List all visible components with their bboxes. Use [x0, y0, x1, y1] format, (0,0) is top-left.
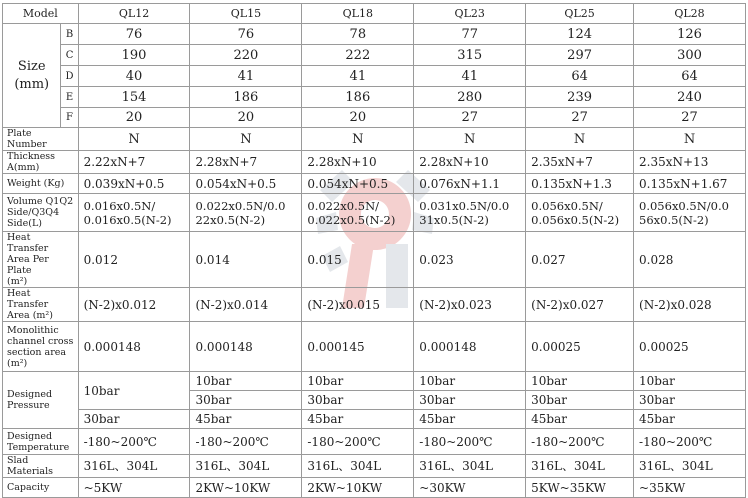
model-col-ql28: QL28: [634, 4, 746, 24]
channel-cell: 0.000148: [190, 322, 302, 372]
row-label: Side/Q3Q4: [7, 207, 60, 218]
heat-area-cell: (N-2)x0.012: [78, 288, 190, 322]
materials-cell: 316L、304L: [78, 455, 190, 478]
pressure-cell: 30bar: [526, 391, 634, 410]
size-cell: 240: [634, 87, 746, 108]
size-cell: 64: [634, 66, 746, 87]
size-cell: 27: [526, 108, 634, 128]
pressure-cell: 10bar: [190, 372, 302, 391]
materials-cell: 316L、304L: [190, 455, 302, 478]
thickness-row: [3, 151, 746, 174]
heat-area-cell: (N-2)x0.028: [634, 288, 746, 322]
row-label: Weight (Kg): [3, 174, 79, 194]
capacity-cell: 2KW~10KW: [190, 478, 302, 498]
row-label: Heat Transfer: [7, 232, 49, 254]
size-key-c: C: [61, 45, 78, 66]
size-cell: 300: [634, 45, 746, 66]
plate-number-cell: N: [190, 128, 302, 151]
size-cell: 41: [190, 66, 302, 87]
weight-cell: 0.039xN+0.5: [78, 174, 190, 194]
row-label: Pressure: [7, 400, 50, 411]
size-cell: 315: [414, 45, 526, 66]
size-label: Size: [17, 58, 46, 74]
materials-cell: 316L、304L: [526, 455, 634, 478]
pressure-cell: 30bar: [78, 410, 190, 429]
size-cell: 190: [78, 45, 190, 66]
size-cell: 20: [190, 108, 302, 128]
size-unit: (mm): [14, 76, 50, 92]
volume-cell: [414, 194, 526, 232]
volume-line: 0.022x0.5(N-2): [307, 212, 396, 227]
size-key-e: E: [61, 87, 78, 108]
size-cell: 124: [526, 24, 634, 45]
channel-label-cell: [3, 322, 79, 372]
channel-cell: 0.00025: [526, 322, 634, 372]
materials-cell: 316L、304L: [414, 455, 526, 478]
size-cell: 154: [78, 87, 190, 108]
row-label: Side(L): [7, 218, 42, 229]
plate-number-row: [3, 128, 746, 151]
volume-label-cell: [3, 194, 79, 232]
pressure-cell: 45bar: [302, 410, 414, 429]
size-cell: 41: [302, 66, 414, 87]
temperature-cell: -180~200℃: [634, 429, 746, 455]
row-label: Capacity: [3, 478, 79, 498]
temperature-cell: -180~200℃: [78, 429, 190, 455]
area-per-plate-label-cell: [3, 232, 79, 288]
plate-number-cell: N: [414, 128, 526, 151]
weight-cell: 0.054xN+0.5: [302, 174, 414, 194]
thickness-cell: 2.22xN+7: [78, 151, 190, 174]
row-label: Temperature: [7, 441, 70, 453]
pressure-cell: 10bar: [302, 372, 414, 391]
materials-row: [3, 455, 746, 478]
volume-line: 0.022x0.5N/0.0: [195, 198, 286, 213]
thickness-cell: 2.28xN+10: [414, 151, 526, 174]
row-label: Designed: [7, 389, 53, 400]
materials-cell: 316L、304L: [634, 455, 746, 478]
heat-area-cell: (N-2)x0.015: [302, 288, 414, 322]
size-cell: 239: [526, 87, 634, 108]
temperature-cell: -180~200℃: [190, 429, 302, 455]
size-cell: 20: [78, 108, 190, 128]
weight-row: [3, 174, 746, 194]
size-cell: 126: [634, 24, 746, 45]
capacity-cell: 2KW~10KW: [302, 478, 414, 498]
size-cell: 27: [414, 108, 526, 128]
size-key-d: D: [61, 66, 78, 87]
size-cell: 27: [634, 108, 746, 128]
row-label: section area: [7, 346, 67, 358]
channel-row: [3, 322, 746, 372]
weight-cell: 0.054xN+0.5: [190, 174, 302, 194]
volume-line: 0.056x0.5N/: [531, 198, 603, 213]
size-cell: 77: [414, 24, 526, 45]
heat-area-cell: (N-2)x0.027: [526, 288, 634, 322]
volume-line: 22x0.5(N-2): [195, 212, 266, 227]
channel-cell: 0.000148: [78, 322, 190, 372]
pressure-cell: 45bar: [414, 410, 526, 429]
model-col-ql15: QL15: [190, 4, 302, 24]
size-cell: 41: [414, 66, 526, 87]
row-label: Designed: [7, 430, 53, 442]
pressure-cell: 30bar: [302, 391, 414, 410]
volume-cell: [526, 194, 634, 232]
pressure-label-cell: [3, 372, 79, 429]
pressure-row-3: [3, 410, 746, 429]
row-label: Plate Number: [3, 128, 79, 151]
row-label: Area (m²): [7, 310, 53, 321]
pressure-cell: 30bar: [190, 391, 302, 410]
pressure-cell: 45bar: [634, 410, 746, 429]
spec-table: [2, 3, 746, 498]
size-cell: 220: [190, 45, 302, 66]
volume-line: 0.016x0.5N/: [83, 198, 156, 213]
model-header: Model: [3, 4, 79, 24]
size-key-b: B: [61, 24, 78, 45]
row-label: (m²): [7, 357, 28, 369]
model-col-ql25: QL25: [526, 4, 634, 24]
heat-area-cell: (N-2)x0.023: [414, 288, 526, 322]
capacity-row: [3, 478, 746, 498]
row-label: (m²): [7, 276, 28, 287]
thickness-cell: 2.28xN+7: [190, 151, 302, 174]
volume-line: 31x0.5(N-2): [419, 212, 489, 227]
pressure-cell: 10bar: [634, 372, 746, 391]
row-label: Heat Transfer: [7, 288, 49, 310]
volume-line: 0.022x0.5N/: [307, 198, 380, 213]
capacity-cell: ~35KW: [634, 478, 746, 498]
volume-cell: [634, 194, 746, 232]
size-row-c: [3, 45, 746, 66]
row-label: Volume Q1Q2: [7, 196, 74, 207]
capacity-cell: ~5KW: [78, 478, 190, 498]
header-row: [3, 4, 746, 24]
size-cell: 186: [302, 87, 414, 108]
size-cell: 186: [190, 87, 302, 108]
model-col-ql23: QL23: [414, 4, 526, 24]
size-cell: 76: [190, 24, 302, 45]
plate-number-cell: N: [634, 128, 746, 151]
size-cell: 78: [302, 24, 414, 45]
area-per-plate-cell: 0.012: [78, 232, 190, 288]
model-col-ql18: QL18: [302, 4, 414, 24]
thickness-cell: 2.35xN+13: [634, 151, 746, 174]
volume-line: 56x0.5(N-2): [639, 212, 709, 227]
pressure-cell: 45bar: [526, 410, 634, 429]
size-row-f: [3, 108, 746, 128]
area-per-plate-cell: 0.014: [190, 232, 302, 288]
pressure-cell: 30bar: [634, 391, 746, 410]
temperature-cell: -180~200℃: [302, 429, 414, 455]
heat-area-row: [3, 288, 746, 322]
area-per-plate-cell: 0.028: [634, 232, 746, 288]
volume-cell: [190, 194, 302, 232]
plate-number-cell: N: [302, 128, 414, 151]
channel-cell: 0.000145: [302, 322, 414, 372]
size-row-e: [3, 87, 746, 108]
row-label: Area Per Plate: [7, 254, 49, 276]
plate-number-cell: N: [78, 128, 190, 151]
weight-cell: 0.135xN+1.67: [634, 174, 746, 194]
size-cell: 297: [526, 45, 634, 66]
row-label: channel cross: [7, 335, 74, 347]
channel-cell: 0.00025: [634, 322, 746, 372]
thickness-cell: 2.35xN+7: [526, 151, 634, 174]
model-col-ql12: QL12: [78, 4, 190, 24]
volume-cell: [78, 194, 190, 232]
temperature-row: [3, 429, 746, 455]
size-cell: 280: [414, 87, 526, 108]
area-per-plate-cell: 0.027: [526, 232, 634, 288]
volume-line: 0.031x0.5N/0.0: [419, 198, 510, 213]
volume-row: [3, 194, 746, 232]
temperature-label-cell: [3, 429, 79, 455]
size-cell: 20: [302, 108, 414, 128]
size-cell: 222: [302, 45, 414, 66]
row-label: Monolithic: [7, 324, 59, 336]
size-cell: 64: [526, 66, 634, 87]
size-label-cell: [3, 24, 61, 128]
pressure-cell: 10bar: [414, 372, 526, 391]
pressure-row-1: [3, 372, 746, 391]
volume-line: 0.056x0.5(N-2): [531, 212, 620, 227]
volume-line: 0.016x0.5(N-2): [83, 212, 172, 227]
heat-area-label-cell: [3, 288, 79, 322]
pressure-cell: 10bar: [78, 372, 190, 410]
heat-area-cell: (N-2)x0.014: [190, 288, 302, 322]
area-per-plate-cell: 0.023: [414, 232, 526, 288]
capacity-cell: 5KW~35KW: [526, 478, 634, 498]
row-label: Slad Materials: [3, 455, 79, 478]
temperature-cell: -180~200℃: [526, 429, 634, 455]
pressure-cell: 10bar: [526, 372, 634, 391]
volume-cell: [302, 194, 414, 232]
volume-line: 0.056x0.5N/0.0: [639, 198, 729, 213]
size-key-f: F: [61, 108, 78, 128]
thickness-cell: 2.28xN+10: [302, 151, 414, 174]
pressure-cell: 45bar: [190, 410, 302, 429]
materials-cell: 316L、304L: [302, 455, 414, 478]
size-row-b: [3, 24, 746, 45]
plate-number-cell: N: [526, 128, 634, 151]
area-per-plate-cell: 0.015: [302, 232, 414, 288]
weight-cell: 0.135xN+1.3: [526, 174, 634, 194]
weight-cell: 0.076xN+1.1: [414, 174, 526, 194]
size-cell: 76: [78, 24, 190, 45]
size-row-d: [3, 66, 746, 87]
row-label: Thickness A(mm): [3, 151, 79, 174]
size-cell: 40: [78, 66, 190, 87]
capacity-cell: ~30KW: [414, 478, 526, 498]
channel-cell: 0.000148: [414, 322, 526, 372]
temperature-cell: -180~200℃: [414, 429, 526, 455]
pressure-cell: 30bar: [414, 391, 526, 410]
area-per-plate-row: [3, 232, 746, 288]
